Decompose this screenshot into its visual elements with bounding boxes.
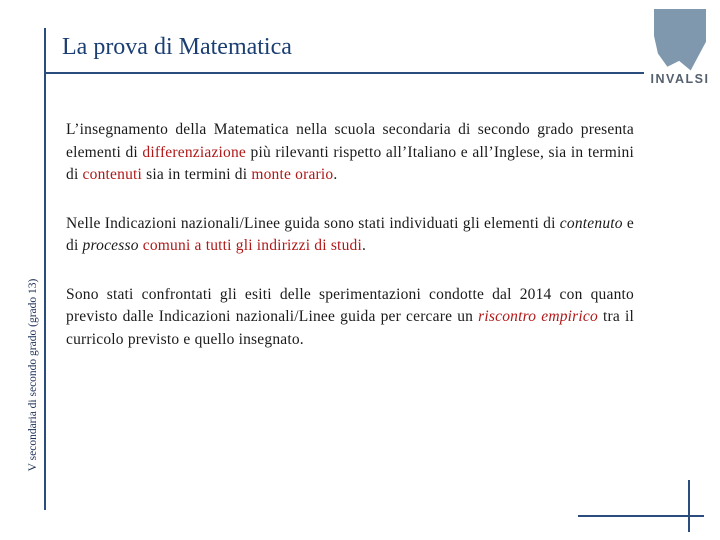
corner-horizontal-rule — [578, 515, 704, 517]
invalsi-logo — [646, 4, 714, 94]
p2-highlight-comuni: comuni a tutti gli indirizzi di studi — [142, 237, 362, 254]
p2-text-c: e di — [66, 214, 634, 254]
paragraph-3 — [66, 284, 634, 352]
title-underline-rule — [44, 72, 644, 74]
left-vertical-rule — [44, 28, 46, 510]
p2-text-a: Nelle Indicazioni nazionali/Linee guida sono stati individuati gli elementi di — [66, 214, 560, 232]
p1-text-a: L’insegnamento della Matematica nella scuola secondaria di secondo grado presenta elementi di — [66, 121, 634, 161]
logo-wordmark: INVALSI — [650, 72, 710, 86]
paragraph-2 — [66, 213, 634, 258]
p3-text-c: tra il curricolo previsto e quello insegnato. — [66, 308, 634, 348]
p1-text-e: sia in termini di — [142, 166, 252, 183]
content-area — [66, 119, 634, 351]
page-title: La prova di Matematica — [62, 34, 292, 60]
side-label-text: V secondaria di secondo grado (grado 13) — [27, 278, 39, 472]
p1-text-g: . — [333, 166, 338, 183]
p3-text-a: Sono stati confrontati gli esiti delle sperimentazioni condotte dal 2014 con quanto previsto dalle Indicazioni nazionali/Linee guida per cercare un — [66, 285, 634, 325]
p1-highlight-contenuti: contenuti — [82, 166, 143, 183]
p1-text-c: più rilevanti rispetto all’Italiano e all’Inglese, sia in termini di — [66, 143, 634, 183]
p2-italic-contenuto: contenuto — [559, 214, 623, 232]
p1-highlight-differenziazione: differenziazione — [142, 143, 247, 161]
p2-text-g: . — [361, 237, 367, 254]
p1-highlight-monte-orario: monte orario — [251, 166, 334, 183]
p2-italic-processo: processo — [82, 237, 139, 254]
corner-vertical-rule — [688, 480, 690, 532]
invalsi-logo-icon — [651, 6, 709, 74]
p3-highlight-riscontro-empirico: riscontro empirico — [478, 308, 598, 325]
paragraph-1 — [66, 119, 634, 187]
